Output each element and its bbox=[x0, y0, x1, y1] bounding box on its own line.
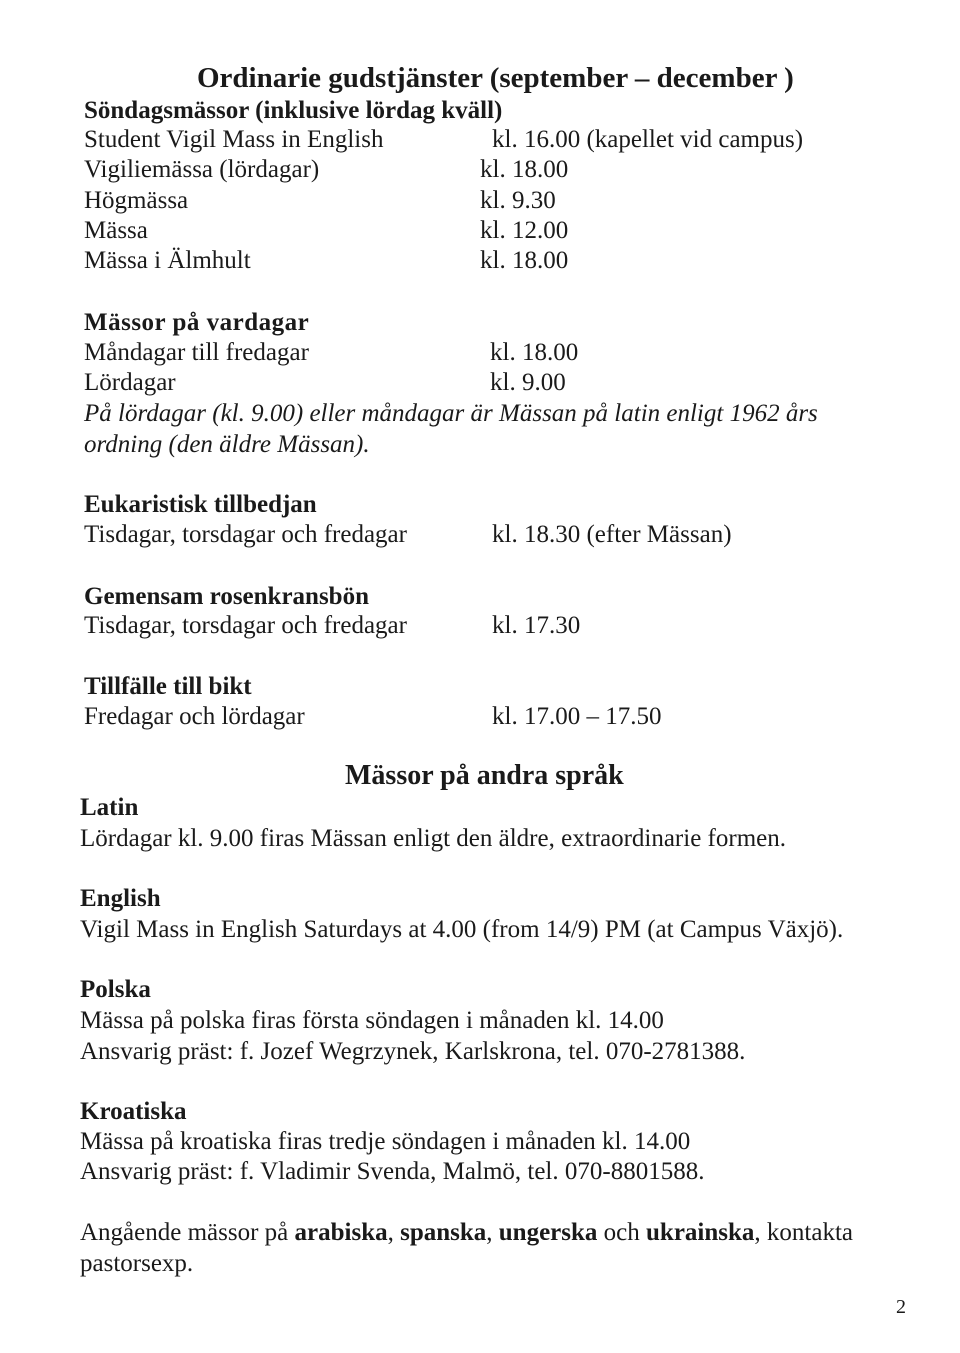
sunday-row-time: kl. 18.00 bbox=[480, 156, 569, 183]
contact-note bbox=[80, 1218, 853, 1248]
weekday-row-label: Lördagar bbox=[84, 369, 176, 396]
lang-arabic: arabiska bbox=[294, 1219, 388, 1246]
croatian-text: Mässa på kroatiska firas tredje söndagen i månaden kl. 14.00 bbox=[80, 1128, 691, 1155]
latin-mass-note: ordning (den äldre Mässan). bbox=[84, 431, 370, 458]
separator: , bbox=[387, 1219, 401, 1246]
croatian-contact: Ansvarig präst: f. Vladimir Svenda, Malmö, tel. 070-8801588. bbox=[80, 1158, 705, 1185]
confession-heading: Tillfälle till bikt bbox=[84, 673, 252, 700]
conjunction: och bbox=[597, 1219, 647, 1246]
adoration-heading: Eukaristisk tillbedjan bbox=[84, 491, 317, 518]
separator: , bbox=[486, 1219, 499, 1246]
contact-note-prefix: Angående mässor på bbox=[80, 1219, 295, 1246]
lang-ukrainian: ukrainska bbox=[646, 1219, 755, 1246]
rosary-heading: Gemensam rosenkransbön bbox=[84, 583, 369, 610]
polish-contact: Ansvarig präst: f. Jozef Wegrzynek, Karlskrona, tel. 070-2781388. bbox=[80, 1038, 746, 1065]
weekday-row-time: kl. 9.00 bbox=[490, 369, 566, 396]
confession-time: kl. 17.00 – 17.50 bbox=[492, 703, 662, 730]
polish-heading: Polska bbox=[80, 976, 151, 1003]
latin-mass-note: På lördagar (kl. 9.00) eller måndagar är Mässan på latin enligt 1962 års bbox=[84, 400, 818, 427]
adoration-time: kl. 18.30 (efter Mässan) bbox=[492, 521, 732, 548]
sunday-row-label: Mässa bbox=[84, 217, 148, 244]
sunday-row-time: kl. 18.00 bbox=[480, 247, 569, 274]
weekday-row-label: Måndagar till fredagar bbox=[84, 339, 309, 366]
other-languages-heading: Mässor på andra språk bbox=[345, 760, 624, 791]
croatian-heading: Kroatiska bbox=[80, 1098, 187, 1125]
sunday-row-label: Mässa i Älmhult bbox=[84, 247, 251, 274]
adoration-days: Tisdagar, torsdagar och fredagar bbox=[84, 521, 407, 548]
lang-hungarian: ungerska bbox=[498, 1219, 598, 1246]
sunday-row-label: Högmässa bbox=[84, 187, 189, 214]
sunday-row-time: kl. 9.30 bbox=[480, 187, 556, 214]
page-title: Ordinarie gudstjänster (september – december ) bbox=[197, 62, 794, 94]
latin-heading: Latin bbox=[80, 794, 139, 821]
english-text: Vigil Mass in English Saturdays at 4.00 (from 14/9) PM (at Campus Växjö). bbox=[80, 916, 844, 943]
page-number: 2 bbox=[896, 1296, 906, 1318]
rosary-time: kl. 17.30 bbox=[492, 612, 581, 639]
contact-note-line2: pastorsexp. bbox=[80, 1250, 194, 1277]
sunday-masses-heading: Söndagsmässor (inklusive lördag kväll) bbox=[84, 97, 503, 124]
weekday-row-time: kl. 18.00 bbox=[490, 339, 579, 366]
confession-days: Fredagar och lördagar bbox=[84, 703, 305, 730]
weekday-masses-heading: Mässor på vardagar bbox=[84, 309, 310, 336]
lang-spanish: spanska bbox=[400, 1219, 487, 1246]
sunday-row-time: kl. 16.00 (kapellet vid campus) bbox=[492, 126, 804, 153]
sunday-row-time: kl. 12.00 bbox=[480, 217, 569, 244]
polish-text: Mässa på polska firas första söndagen i månaden kl. 14.00 bbox=[80, 1007, 664, 1034]
sunday-row-label: Student Vigil Mass in English bbox=[84, 126, 384, 153]
rosary-days: Tisdagar, torsdagar och fredagar bbox=[84, 612, 407, 639]
english-heading: English bbox=[80, 885, 161, 912]
contact-note-suffix: , kontakta bbox=[754, 1219, 854, 1246]
sunday-row-label: Vigiliemässa (lördagar) bbox=[84, 156, 320, 183]
latin-text: Lördagar kl. 9.00 firas Mässan enligt den äldre, extraordinarie formen. bbox=[80, 825, 786, 852]
